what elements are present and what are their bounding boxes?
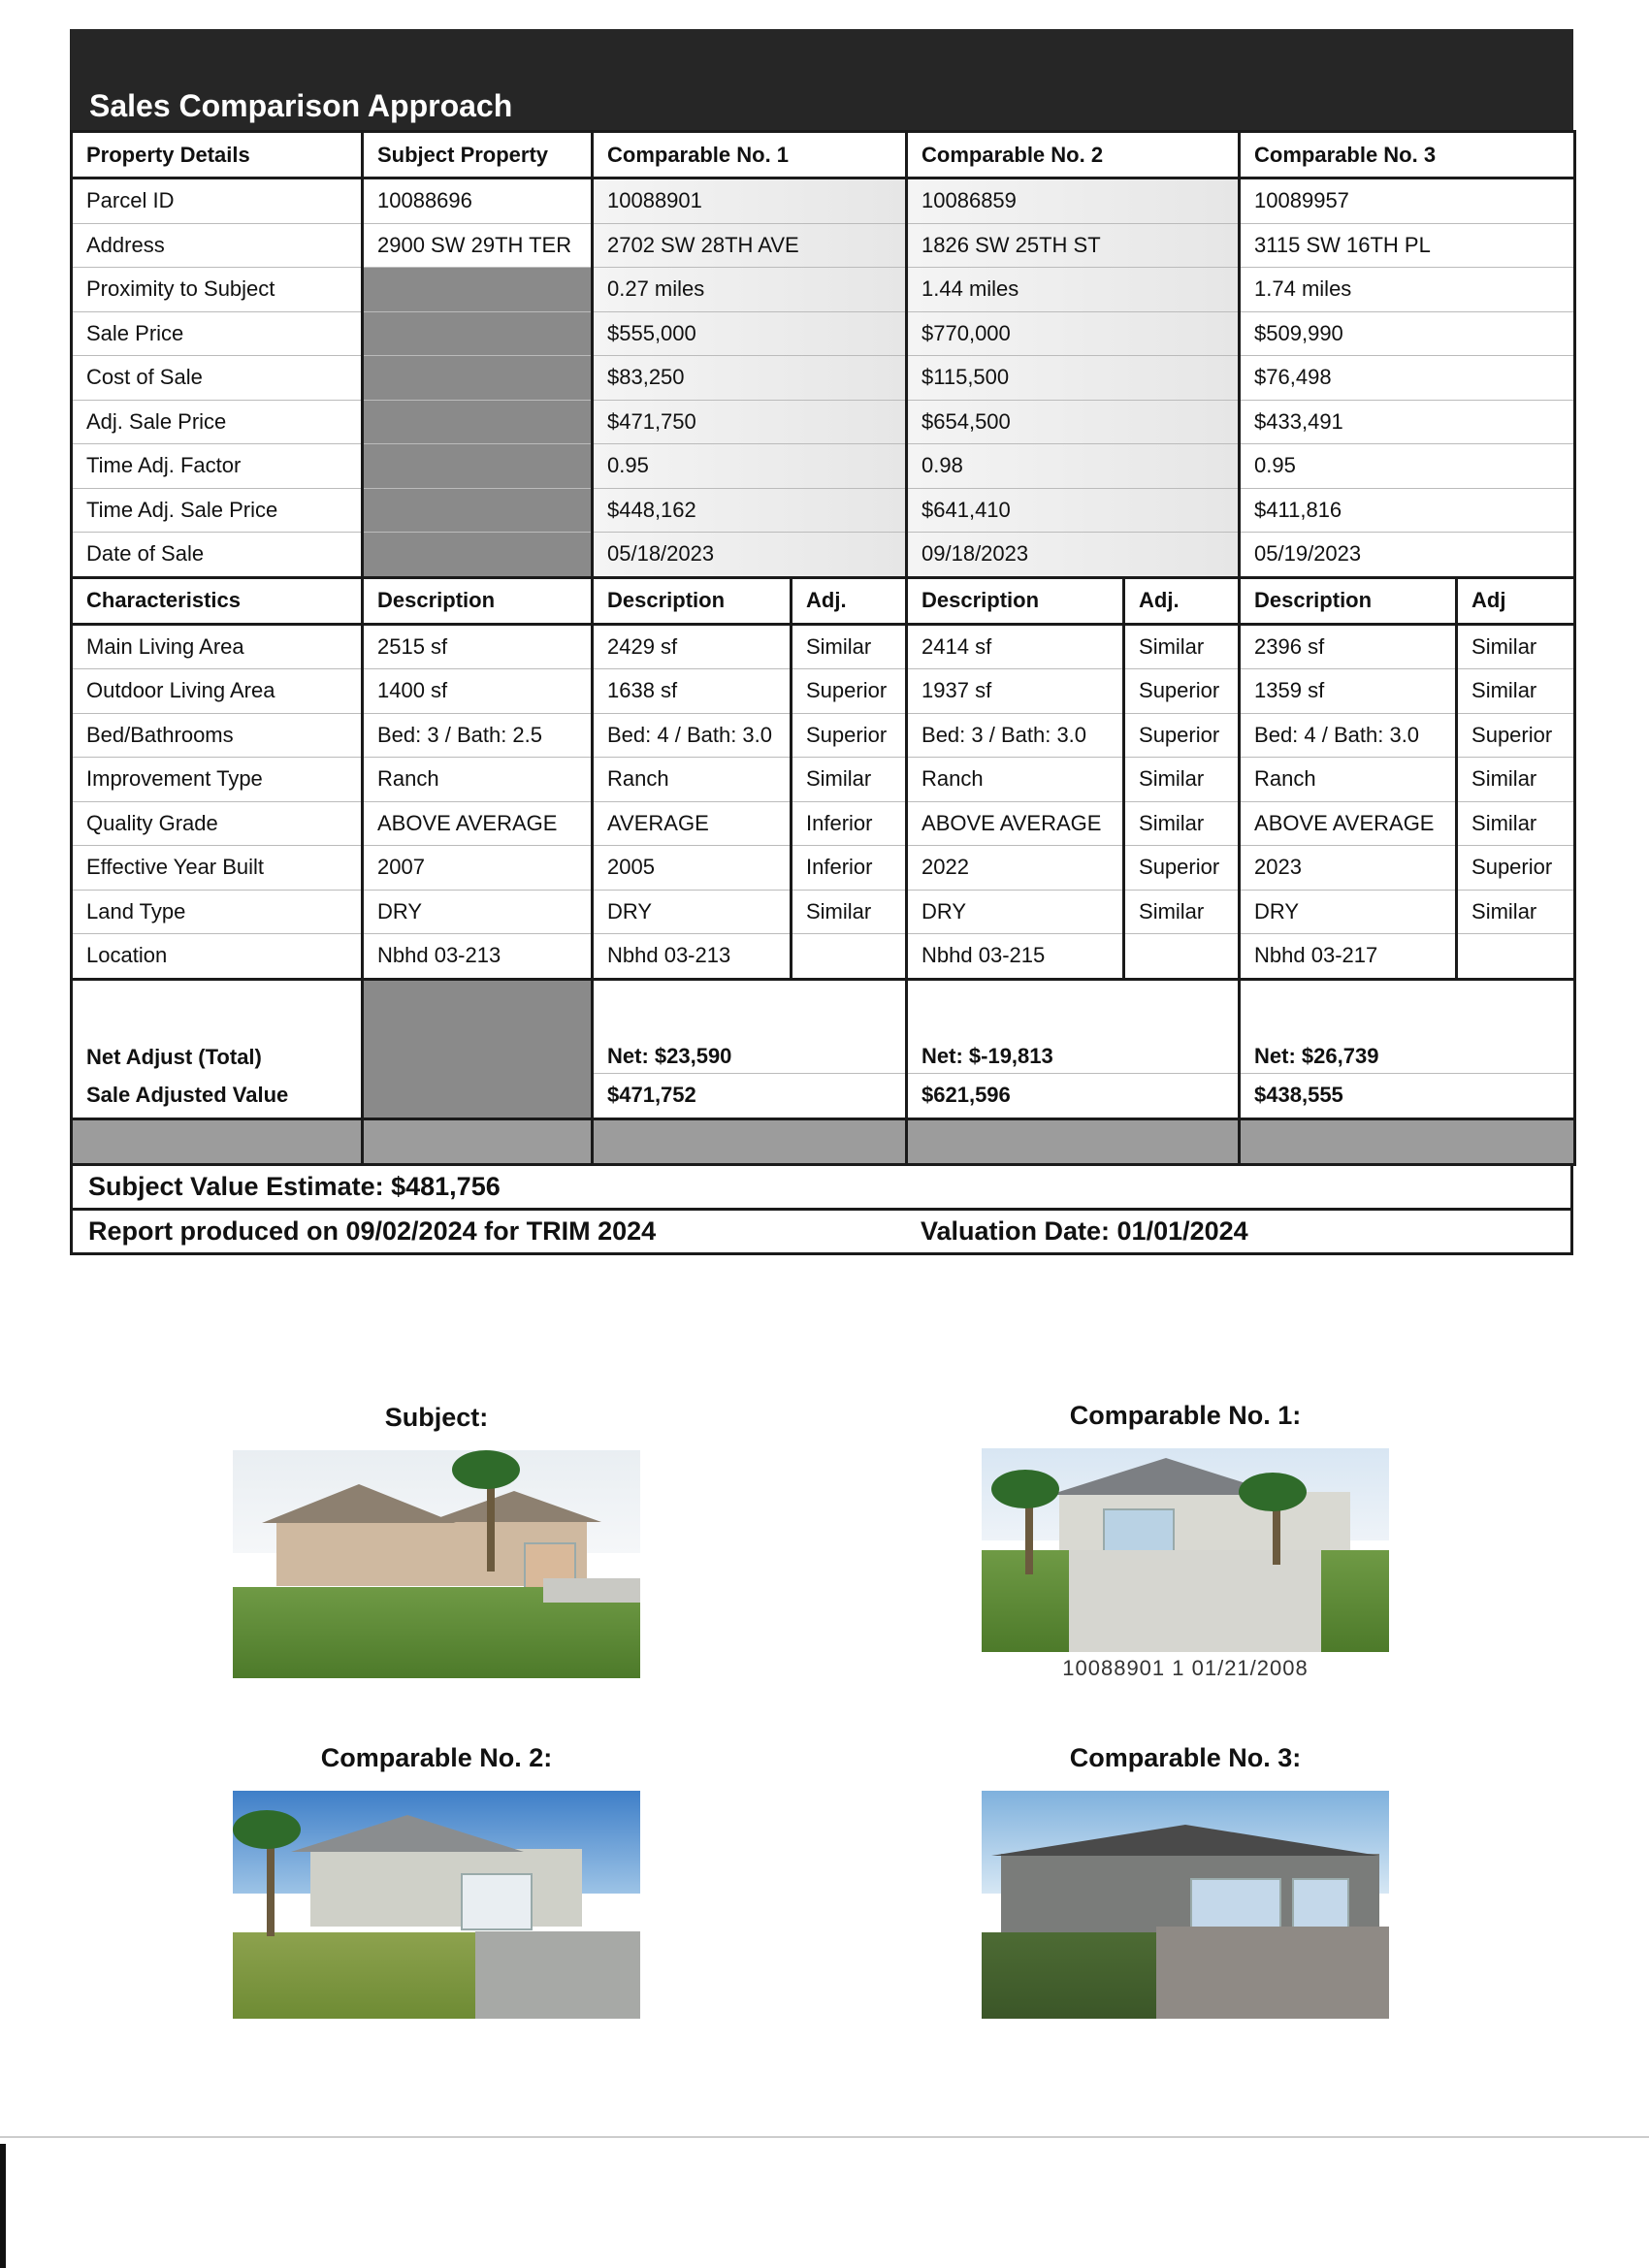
comp3-detail-value: $509,990 bbox=[1240, 311, 1575, 356]
comp2-detail-value: 0.98 bbox=[907, 444, 1240, 489]
header-comp1: Comparable No. 1 bbox=[593, 132, 907, 178]
subject-detail-empty bbox=[363, 488, 593, 533]
characteristic-label: Quality Grade bbox=[72, 801, 363, 846]
subject-detail-empty bbox=[363, 356, 593, 401]
comp1-detail-value: 05/18/2023 bbox=[593, 533, 907, 578]
comp1-detail-value: 0.95 bbox=[593, 444, 907, 489]
comp2-adjustment: Similar bbox=[1124, 758, 1240, 802]
report-footer bbox=[70, 1211, 1573, 1255]
comp1-adjustment: Inferior bbox=[792, 801, 907, 846]
comp2-detail-value: $770,000 bbox=[907, 311, 1240, 356]
comp1-adjustment: Superior bbox=[792, 669, 907, 714]
comp1-characteristic: Ranch bbox=[593, 758, 792, 802]
comp1-detail-value: 10088901 bbox=[593, 178, 907, 224]
detail-label: Adj. Sale Price bbox=[72, 400, 363, 444]
comp2-characteristic: 2414 sf bbox=[907, 624, 1124, 669]
comp3-adjustment: Similar bbox=[1457, 758, 1575, 802]
comp1-adjustment: Inferior bbox=[792, 846, 907, 891]
comp2-characteristic: Nbhd 03-215 bbox=[907, 934, 1124, 980]
comp3-characteristic: ABOVE AVERAGE bbox=[1240, 801, 1457, 846]
characteristic-label: Location bbox=[72, 934, 363, 980]
detail-label: Sale Price bbox=[72, 311, 363, 356]
comp2-adjustment: Superior bbox=[1124, 713, 1240, 758]
comp2-adjustment bbox=[1124, 934, 1240, 980]
comp3-adjustment bbox=[1457, 934, 1575, 980]
sales-comparison-sheet bbox=[70, 29, 1573, 1255]
details-row bbox=[72, 356, 1575, 401]
separator-cell bbox=[593, 1118, 907, 1165]
header-subject-description: Description bbox=[363, 577, 593, 624]
details-row bbox=[72, 488, 1575, 533]
comp3-detail-value: $76,498 bbox=[1240, 356, 1575, 401]
comp1-detail-value: $83,250 bbox=[593, 356, 907, 401]
comp1-adjustment: Superior bbox=[792, 713, 907, 758]
details-row bbox=[72, 311, 1575, 356]
details-header-row bbox=[72, 132, 1575, 178]
comp1-adjustment: Similar bbox=[792, 890, 907, 934]
subject-characteristic: Nbhd 03-213 bbox=[363, 934, 593, 980]
comp3-characteristic: Nbhd 03-217 bbox=[1240, 934, 1457, 980]
header-comp1-description: Description bbox=[593, 577, 792, 624]
characteristic-row bbox=[72, 713, 1575, 758]
subject-characteristic: 1400 sf bbox=[363, 669, 593, 714]
detail-label: Date of Sale bbox=[72, 533, 363, 578]
comp1-characteristic: Nbhd 03-213 bbox=[593, 934, 792, 980]
comp3-detail-value: 10089957 bbox=[1240, 178, 1575, 224]
comp2-detail-value: 09/18/2023 bbox=[907, 533, 1240, 578]
page-bottom-line bbox=[0, 2136, 1649, 2138]
comp3-net: Net: $26,739 bbox=[1240, 979, 1575, 1074]
comp3-adjustment: Superior bbox=[1457, 846, 1575, 891]
characteristic-label: Land Type bbox=[72, 890, 363, 934]
header-comp1-adj: Adj. bbox=[792, 577, 907, 624]
comp1-characteristic: Bed: 4 / Bath: 3.0 bbox=[593, 713, 792, 758]
separator-cell bbox=[363, 1118, 593, 1165]
comp3-adjustment: Superior bbox=[1457, 713, 1575, 758]
subject-characteristic: 2007 bbox=[363, 846, 593, 891]
details-row bbox=[72, 268, 1575, 312]
comp2-adjustment: Superior bbox=[1124, 846, 1240, 891]
detail-label: Time Adj. Factor bbox=[72, 444, 363, 489]
comp3-characteristic: DRY bbox=[1240, 890, 1457, 934]
net-adjust-label: Net Adjust (Total) bbox=[72, 979, 363, 1074]
subject-detail-empty bbox=[363, 533, 593, 578]
separator-cell bbox=[907, 1118, 1240, 1165]
comp1-adjustment: Similar bbox=[792, 624, 907, 669]
detail-label: Cost of Sale bbox=[72, 356, 363, 401]
comp2-characteristic: Ranch bbox=[907, 758, 1124, 802]
comp2-photo-block bbox=[233, 1743, 640, 2019]
comp2-adjustment: Similar bbox=[1124, 890, 1240, 934]
subject-characteristic: Bed: 3 / Bath: 2.5 bbox=[363, 713, 593, 758]
comp2-characteristic: 2022 bbox=[907, 846, 1124, 891]
comp3-characteristic: Ranch bbox=[1240, 758, 1457, 802]
comp2-detail-value: $115,500 bbox=[907, 356, 1240, 401]
comp3-photo-title: Comparable No. 3: bbox=[1069, 1743, 1302, 1772]
comp1-net: Net: $23,590 bbox=[593, 979, 907, 1074]
page-title: Sales Comparison Approach bbox=[89, 88, 513, 123]
comp1-photo-title: Comparable No. 1: bbox=[1069, 1401, 1302, 1430]
comp2-photo bbox=[233, 1791, 640, 2019]
subject-detail-empty bbox=[363, 444, 593, 489]
comp1-characteristic: 2429 sf bbox=[593, 624, 792, 669]
comp2-characteristic: Bed: 3 / Bath: 3.0 bbox=[907, 713, 1124, 758]
estimate-text: Subject Value Estimate: $481,756 bbox=[88, 1172, 501, 1201]
comp2-net: Net: $-19,813 bbox=[907, 979, 1240, 1074]
subject-photo-title: Subject: bbox=[384, 1403, 489, 1432]
comp3-characteristic: Bed: 4 / Bath: 3.0 bbox=[1240, 713, 1457, 758]
comp3-adjusted-value: $438,555 bbox=[1240, 1074, 1575, 1119]
characteristic-row bbox=[72, 801, 1575, 846]
separator-cell bbox=[72, 1118, 363, 1165]
details-row bbox=[72, 178, 1575, 224]
header-subject: Subject Property bbox=[363, 132, 593, 178]
characteristic-row bbox=[72, 934, 1575, 980]
comp1-detail-value: $448,162 bbox=[593, 488, 907, 533]
report-produced-text: Report produced on 09/02/2024 for TRIM 2024 bbox=[88, 1216, 657, 1246]
comp2-detail-value: $641,410 bbox=[907, 488, 1240, 533]
header-comp3-adj: Adj bbox=[1457, 577, 1575, 624]
comp3-photo bbox=[982, 1791, 1389, 2019]
subject-value-estimate bbox=[70, 1166, 1573, 1211]
comp2-adjustment: Similar bbox=[1124, 801, 1240, 846]
valuation-date-text: Valuation Date: 01/01/2024 bbox=[921, 1216, 1248, 1246]
comp3-adjustment: Similar bbox=[1457, 669, 1575, 714]
subject-detail-empty bbox=[363, 311, 593, 356]
characteristic-row bbox=[72, 846, 1575, 891]
subject-characteristic: DRY bbox=[363, 890, 593, 934]
comparison-table bbox=[70, 130, 1576, 1166]
characteristic-label: Bed/Bathrooms bbox=[72, 713, 363, 758]
comp3-adjustment: Similar bbox=[1457, 624, 1575, 669]
subject-detail-empty bbox=[363, 268, 593, 312]
details-row bbox=[72, 533, 1575, 578]
characteristic-row bbox=[72, 669, 1575, 714]
net-adjust-row bbox=[72, 979, 1575, 1074]
comp3-detail-value: $433,491 bbox=[1240, 400, 1575, 444]
comp1-characteristic: AVERAGE bbox=[593, 801, 792, 846]
comp2-detail-value: 1.44 miles bbox=[907, 268, 1240, 312]
subject-detail-empty bbox=[363, 400, 593, 444]
characteristic-label: Outdoor Living Area bbox=[72, 669, 363, 714]
comp1-detail-value: 0.27 miles bbox=[593, 268, 907, 312]
detail-label: Proximity to Subject bbox=[72, 268, 363, 312]
sale-adjusted-value-row bbox=[72, 1074, 1575, 1119]
header-characteristics: Characteristics bbox=[72, 577, 363, 624]
comp1-detail-value: $471,750 bbox=[593, 400, 907, 444]
scan-edge-mark bbox=[0, 2144, 6, 2268]
comp3-photo-block bbox=[982, 1743, 1389, 2019]
header-comp2-adj: Adj. bbox=[1124, 577, 1240, 624]
gray-separator-row bbox=[72, 1118, 1575, 1165]
subject-detail-value: 10088696 bbox=[363, 178, 593, 224]
comp3-characteristic: 2023 bbox=[1240, 846, 1457, 891]
subject-photo-block bbox=[233, 1403, 640, 1678]
comp2-detail-value: 10086859 bbox=[907, 178, 1240, 224]
subject-characteristic: 2515 sf bbox=[363, 624, 593, 669]
comp2-characteristic: DRY bbox=[907, 890, 1124, 934]
characteristic-label: Improvement Type bbox=[72, 758, 363, 802]
subject-totals-empty bbox=[363, 979, 593, 1118]
separator-cell bbox=[1240, 1118, 1575, 1165]
sale-adjusted-label: Sale Adjusted Value bbox=[72, 1074, 363, 1119]
characteristic-label: Effective Year Built bbox=[72, 846, 363, 891]
comp3-adjustment: Similar bbox=[1457, 801, 1575, 846]
details-row bbox=[72, 400, 1575, 444]
detail-label: Parcel ID bbox=[72, 178, 363, 224]
comp2-detail-value: $654,500 bbox=[907, 400, 1240, 444]
characteristics-header-row bbox=[72, 577, 1575, 624]
details-row bbox=[72, 223, 1575, 268]
title-bar bbox=[70, 29, 1573, 130]
characteristic-row bbox=[72, 758, 1575, 802]
header-comp3-description: Description bbox=[1240, 577, 1457, 624]
comp1-detail-value: 2702 SW 28TH AVE bbox=[593, 223, 907, 268]
comp3-characteristic: 1359 sf bbox=[1240, 669, 1457, 714]
comp1-photo bbox=[982, 1448, 1389, 1652]
characteristic-row bbox=[72, 890, 1575, 934]
detail-label: Address bbox=[72, 223, 363, 268]
subject-detail-value: 2900 SW 29TH TER bbox=[363, 223, 593, 268]
comp3-detail-value: $411,816 bbox=[1240, 488, 1575, 533]
header-property-details: Property Details bbox=[72, 132, 363, 178]
comp1-characteristic: 1638 sf bbox=[593, 669, 792, 714]
comp2-adjustment: Superior bbox=[1124, 669, 1240, 714]
comp1-photo-caption: 10088901 1 01/21/2008 bbox=[1062, 1656, 1309, 1680]
comp3-adjustment: Similar bbox=[1457, 890, 1575, 934]
comp1-detail-value: $555,000 bbox=[593, 311, 907, 356]
header-comp2-description: Description bbox=[907, 577, 1124, 624]
subject-photo bbox=[233, 1450, 640, 1678]
comp1-adjusted-value: $471,752 bbox=[593, 1074, 907, 1119]
comp1-photo-block bbox=[982, 1401, 1389, 1681]
comp2-characteristic: 1937 sf bbox=[907, 669, 1124, 714]
comp3-characteristic: 2396 sf bbox=[1240, 624, 1457, 669]
subject-characteristic: ABOVE AVERAGE bbox=[363, 801, 593, 846]
comp3-detail-value: 3115 SW 16TH PL bbox=[1240, 223, 1575, 268]
comp2-characteristic: ABOVE AVERAGE bbox=[907, 801, 1124, 846]
subject-characteristic: Ranch bbox=[363, 758, 593, 802]
comp2-detail-value: 1826 SW 25TH ST bbox=[907, 223, 1240, 268]
comp3-detail-value: 1.74 miles bbox=[1240, 268, 1575, 312]
characteristic-label: Main Living Area bbox=[72, 624, 363, 669]
comp2-adjustment: Similar bbox=[1124, 624, 1240, 669]
comp2-photo-title: Comparable No. 2: bbox=[320, 1743, 553, 1772]
comp1-characteristic: 2005 bbox=[593, 846, 792, 891]
comp2-adjusted-value: $621,596 bbox=[907, 1074, 1240, 1119]
characteristic-row bbox=[72, 624, 1575, 669]
header-comp2: Comparable No. 2 bbox=[907, 132, 1240, 178]
comp1-characteristic: DRY bbox=[593, 890, 792, 934]
details-row bbox=[72, 444, 1575, 489]
header-comp3: Comparable No. 3 bbox=[1240, 132, 1575, 178]
comp1-adjustment: Similar bbox=[792, 758, 907, 802]
comp3-detail-value: 0.95 bbox=[1240, 444, 1575, 489]
detail-label: Time Adj. Sale Price bbox=[72, 488, 363, 533]
comp3-detail-value: 05/19/2023 bbox=[1240, 533, 1575, 578]
comp1-adjustment bbox=[792, 934, 907, 980]
